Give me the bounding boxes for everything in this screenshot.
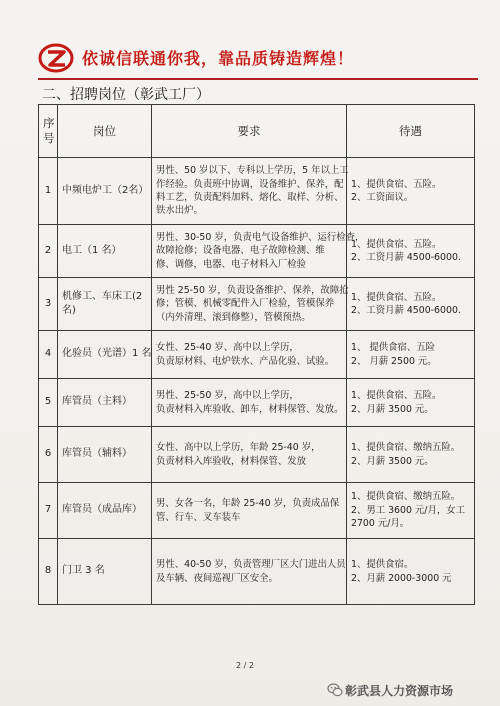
row-num: 6 — [39, 427, 58, 483]
row-benefits: 1、 提供食宿、五险 2、 月薪 2500 元。 — [347, 331, 475, 379]
row-requirements: 女性、高中以上学历，年龄 25-40 岁， 负责材料入库验收，材料保管、发放 — [152, 427, 347, 483]
row-position: 化验员（光谱）1 名 — [58, 331, 152, 379]
row-num: 2 — [39, 225, 58, 278]
row-requirements: 女性、25-40 岁、高中以上学历， 负责原材料、电炉铁水、产品化验、试验。 — [152, 331, 347, 379]
row-num: 1 — [39, 158, 58, 225]
row-benefits: 1、提供食宿。 2、月薪 2000-3000 元 — [347, 539, 475, 605]
row-position: 库管员（主料） — [58, 379, 152, 427]
letterhead — [38, 40, 478, 76]
table-row — [39, 539, 475, 605]
header-requirements: 要求 — [152, 105, 347, 158]
row-benefits: 1、提供食宿、缴纳五险。 2、男工 3600 元/月，女工 2700 元/月。 — [347, 483, 475, 539]
row-position: 机修工、车床工(2 名) — [58, 278, 152, 331]
header-num: 序 号 — [39, 105, 58, 158]
row-requirements: 男性 25-50 岁，负责设备维护、保养，故障抢 修；管模、机械零配件入厂检验，管模保养 （内外清理、滚到修整），管模预热。 — [152, 278, 347, 331]
row-position: 门卫 3 名 — [58, 539, 152, 605]
row-benefits: 1、提供食宿、五险。 2、工资月薪 4500-6000. — [347, 225, 475, 278]
company-logo-icon — [38, 40, 74, 76]
page-number: 2 / 2 — [236, 661, 254, 670]
table-row — [39, 158, 475, 225]
row-position: 库管员（成品库） — [58, 483, 152, 539]
row-benefits: 1、提供食宿、五险。 2、工资面议。 — [347, 158, 475, 225]
row-requirements: 男性、25-50 岁，高中以上学历， 负责材料入库验收、卸车，材料保管、发放。 — [152, 379, 347, 427]
table-row — [39, 331, 475, 379]
section-title: 二、招聘岗位（彰武工厂） — [42, 87, 210, 103]
row-num: 3 — [39, 278, 58, 331]
row-num: 7 — [39, 483, 58, 539]
table-row — [39, 483, 475, 539]
header-benefits: 待遇 — [347, 105, 475, 158]
table-row — [39, 427, 475, 483]
table-header-row — [39, 105, 475, 158]
row-requirements: 男性、40-50 岁，负责管理厂区大门进出人员 及车辆、夜间巡视厂区安全。 — [152, 539, 347, 605]
row-benefits: 1、提供食宿、五险。 2、工资月薪 4500-6000. — [347, 278, 475, 331]
row-num: 5 — [39, 379, 58, 427]
source-watermark: 彰武县人力资源市场 — [345, 684, 454, 698]
row-position: 中频电炉工（2名） — [58, 158, 152, 225]
table-row — [39, 225, 475, 278]
row-benefits: 1、提供食宿、五险。 2、月薪 3500 元。 — [347, 379, 475, 427]
row-benefits: 1、提供食宿、缴纳五险。 2、月薪 3500 元。 — [347, 427, 475, 483]
table-row — [39, 379, 475, 427]
wechat-icon — [327, 682, 343, 698]
job-table — [38, 104, 475, 605]
row-requirements: 男、女各一名，年龄 25-40 岁，负责成品保 管、行车、叉车装车 — [152, 483, 347, 539]
row-num: 8 — [39, 539, 58, 605]
table-row — [39, 278, 475, 331]
row-requirements: 男性、30-50 岁，负责电气设备维护、运行检查， 故障抢修；设备电器、电子故障检测、维 修、调修，电器、电子材料入厂检验 — [152, 225, 347, 278]
row-position: 库管员（辅料） — [58, 427, 152, 483]
row-position: 电工（1 名） — [58, 225, 152, 278]
row-requirements: 男性、50 岁以下、专科以上学历，5 年以上工 作经验。负责班中协调，设备维护、保养，配 料工艺，负责配料加料、熔化、取样、分析、 铁水出炉。 — [152, 158, 347, 225]
header-divider — [38, 78, 478, 80]
row-num: 4 — [39, 331, 58, 379]
company-slogan: 依诚信联通你我，靠品质铸造辉煌！ — [82, 49, 355, 68]
header-position: 岗位 — [58, 105, 152, 158]
